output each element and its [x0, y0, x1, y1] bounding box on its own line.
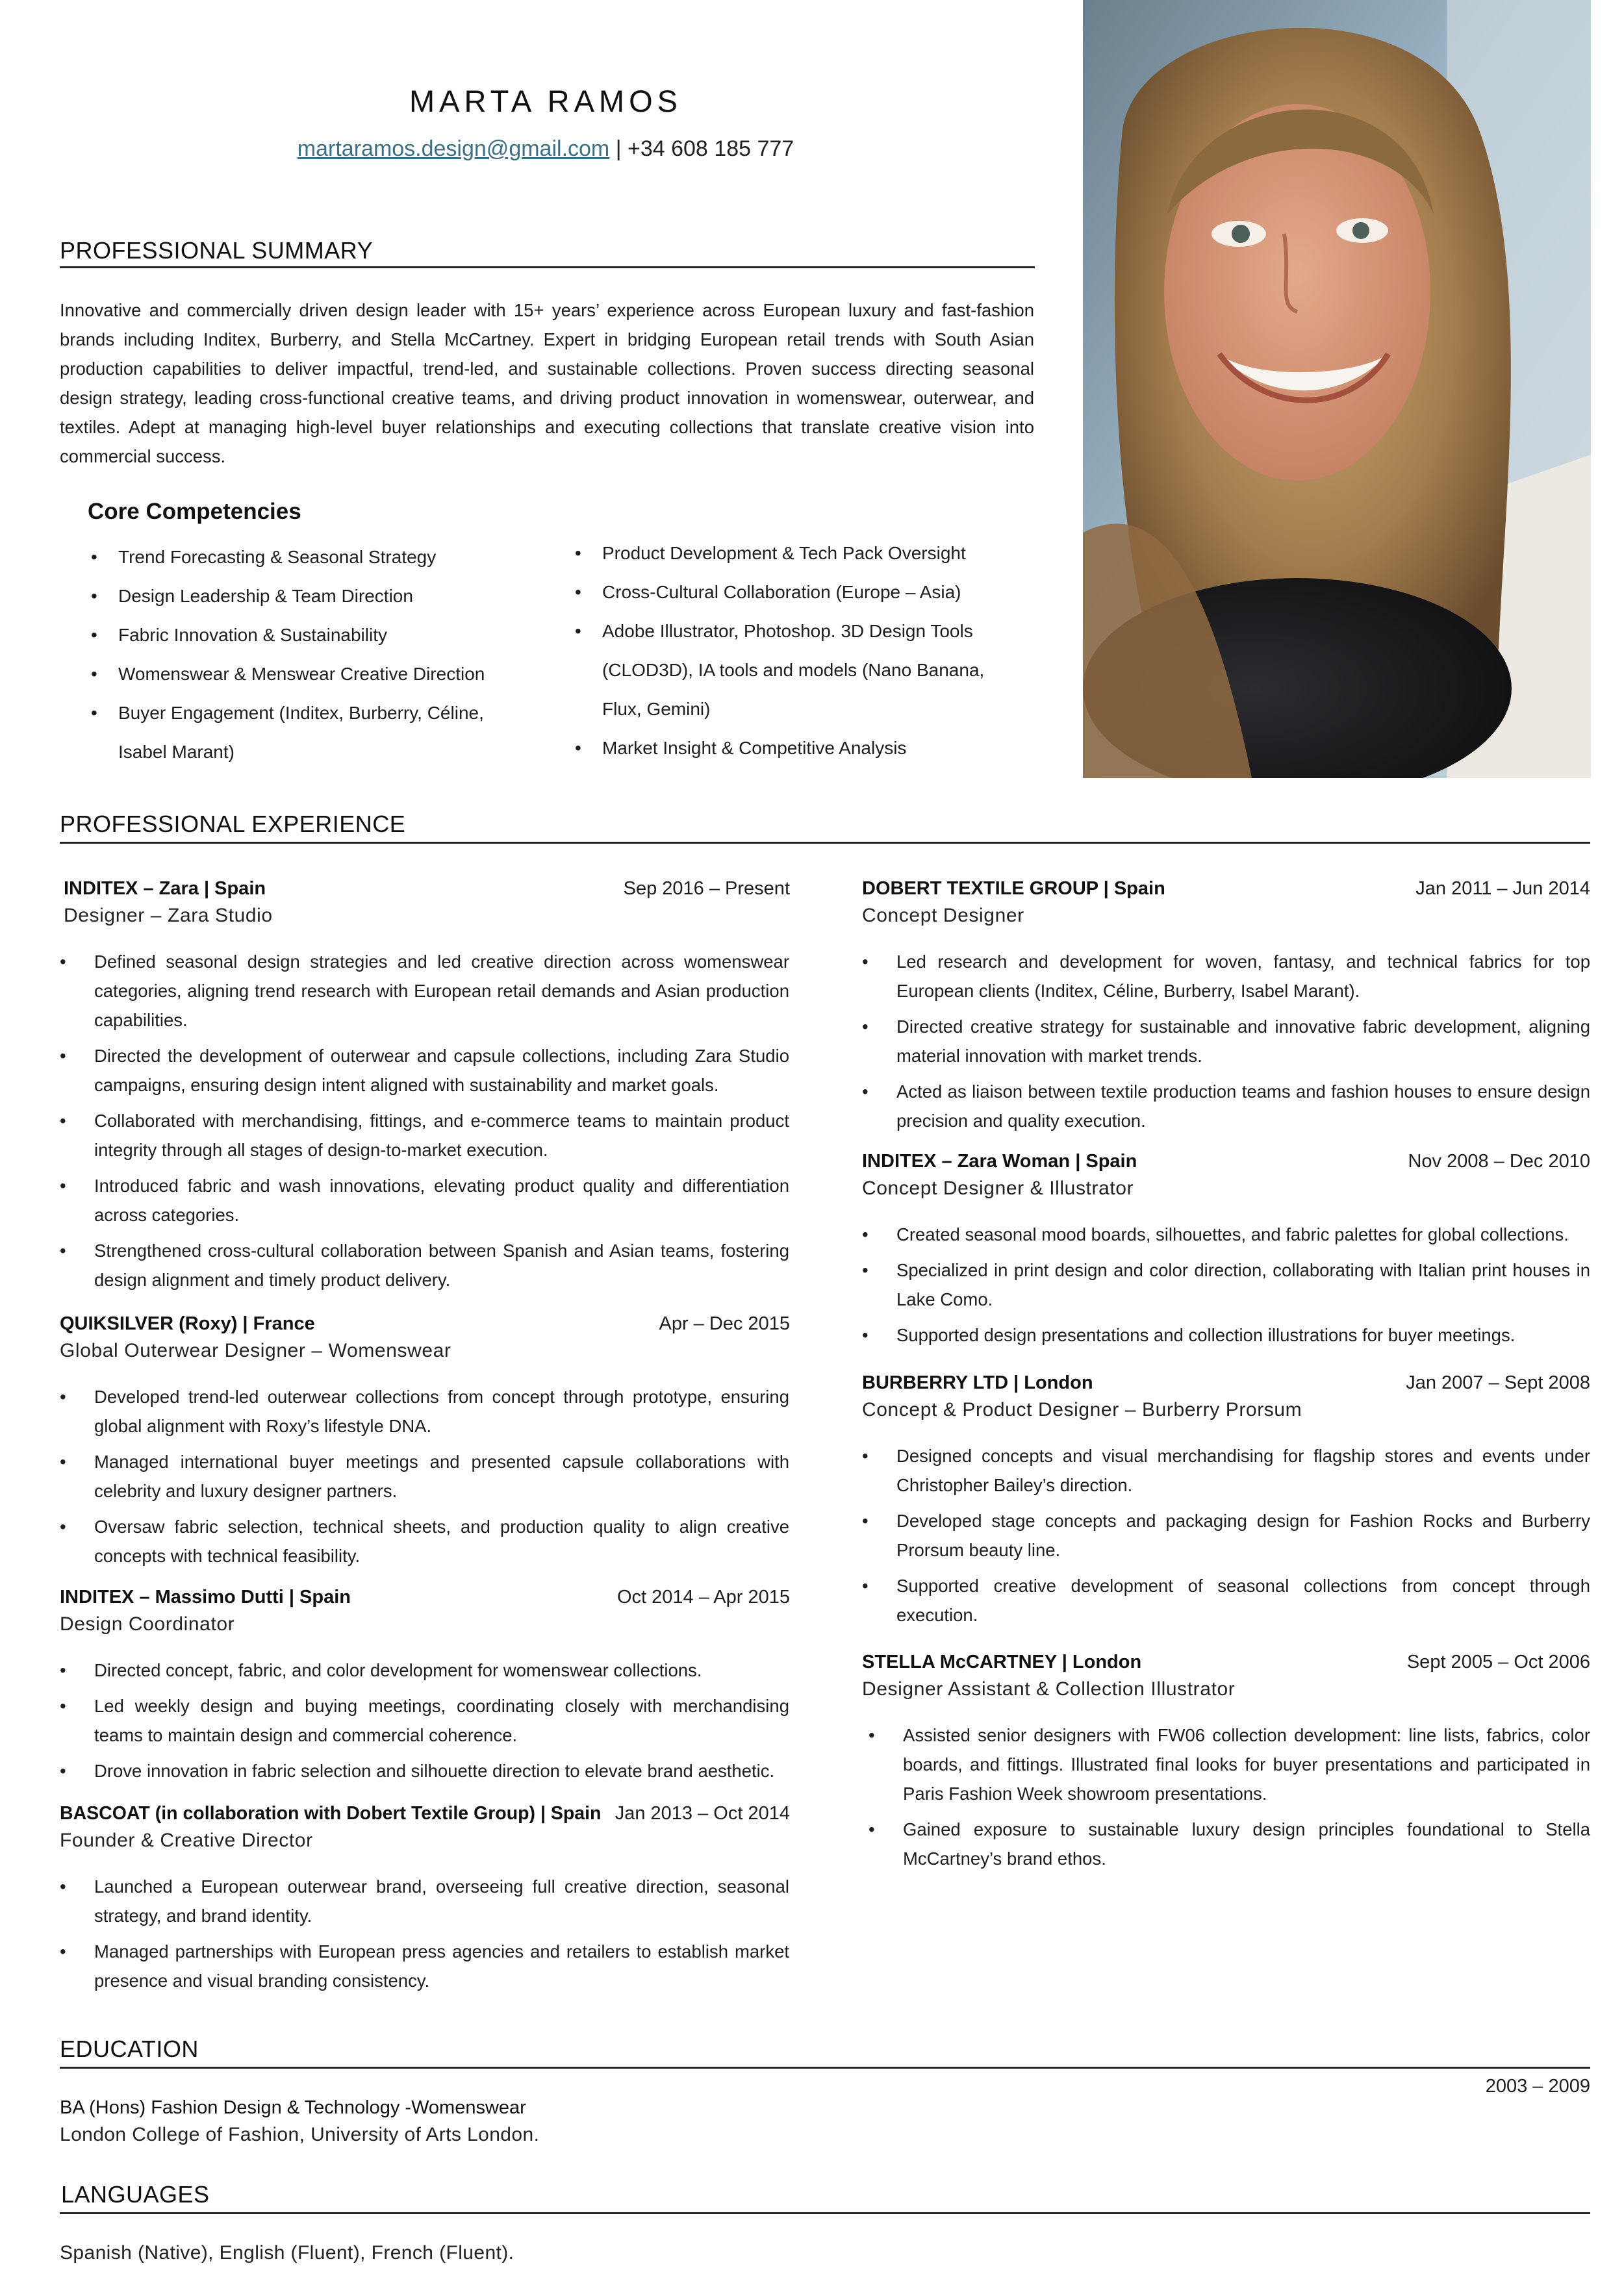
job-zara-studio	[64, 878, 790, 927]
list-item: • Directed the development of outerwear and capsule collections, including Zara Studio campaigns, ensuring design intent aligned with sustainability and market goals.	[58, 1041, 789, 1100]
education-degree: BA (Hons) Fashion Design & Technology -Womenswear	[60, 2097, 526, 2118]
list-item: • Introduced fabric and wash innovations, elevating product quality and differentiation across categories.	[58, 1171, 789, 1230]
contact-separator: |	[609, 136, 628, 161]
competencies-heading: Core Competencies	[88, 499, 301, 524]
job-stella-mccartney-bullets	[867, 1721, 1590, 1880]
job-company: BURBERRY LTD | London	[862, 1372, 1093, 1393]
list-item: • Cross-Cultural Collaboration (Europe – Asia)	[575, 573, 1004, 612]
job-zara-studio-bullets	[58, 947, 789, 1301]
list-item: • Design Leadership & Team Direction	[91, 577, 507, 616]
languages-heading: LANGUAGES	[61, 2181, 210, 2208]
job-company: BASCOAT (in collaboration with Dobert Textile Group) | Spain	[60, 1803, 602, 1824]
email-link[interactable]: martaramos.design@gmail.com	[297, 136, 610, 161]
job-role: Concept & Product Designer – Burberry Prorsum	[862, 1399, 1302, 1420]
job-dates: Jan 2013 – Oct 2014	[615, 1803, 790, 1824]
list-item: • Defined seasonal design strategies and led creative direction across womenswear categories, aligning trend research with European retail demands and Asian production capabilities.	[58, 947, 789, 1035]
list-item: • Acted as liaison between textile production teams and fashion houses to ensure design precision and quality execution.	[861, 1077, 1590, 1135]
list-item: • Managed international buyer meetings and presented capsule collaborations with celebrity and luxury designer partners.	[58, 1447, 789, 1506]
list-item: • Assisted senior designers with FW06 collection development: line lists, fabrics, color boards, and fittings. Illustrated final looks for buyer presentations and participated in Paris Fashion Week showroom presentations.	[867, 1721, 1590, 1808]
education-heading: EDUCATION	[60, 2036, 199, 2062]
summary-divider	[60, 266, 1035, 268]
job-company: INDITEX – Massimo Dutti | Spain	[60, 1587, 351, 1608]
list-item: • Strengthened cross-cultural collaboration between Spanish and Asian teams, fostering design alignment and timely product delivery.	[58, 1236, 789, 1294]
job-dates: Jan 2007 – Sept 2008	[1406, 1372, 1590, 1393]
list-item: • Drove innovation in fabric selection and silhouette direction to elevate brand aesthetic.	[58, 1756, 789, 1785]
job-dates: Jan 2011 – Jun 2014	[1415, 878, 1590, 899]
job-quiksilver-bullets	[58, 1382, 789, 1577]
experience-divider	[60, 842, 1590, 844]
list-item: • Gained exposure to sustainable luxury design principles foundational to Stella McCartney’s brand ethos.	[867, 1815, 1590, 1873]
job-company: INDITEX – Zara | Spain	[64, 878, 266, 899]
job-role: Global Outerwear Designer – Womenswear	[60, 1340, 451, 1361]
list-item: • Led weekly design and buying meetings, coordinating closely with merchandising teams to maintain design and commercial coherence.	[58, 1691, 789, 1750]
list-item: • Product Development & Tech Pack Oversight	[575, 534, 1004, 573]
list-item: • Directed creative strategy for sustainable and innovative fabric development, aligning material innovation with market trends.	[861, 1012, 1590, 1070]
languages-divider	[60, 2212, 1590, 2214]
list-item: • Buyer Engagement (Inditex, Burberry, Céline, Isabel Marant)	[91, 694, 507, 772]
summary-text: Innovative and commercially driven design leader with 15+ years’ experience across European luxury and fast-fashion brands including Inditex, Burberry, and Stella McCartney. Expert in bridging European retail trends with South Asian production capabilities to deliver impactful, trend-led, and sustainable collections. Proven success directing seasonal design strategy, leading cross-functional creative teams, and driving product innovation in womenswear, outerwear, and textiles. Adept at managing high-level buyer relationships and executing collections that translate creative vision into commercial success.	[60, 300, 1034, 466]
job-company: STELLA McCARTNEY | London	[862, 1652, 1142, 1672]
job-role: Design Coordinator	[60, 1613, 235, 1635]
job-dates: Sep 2016 – Present	[623, 878, 790, 899]
job-company: DOBERT TEXTILE GROUP | Spain	[862, 878, 1165, 899]
job-zara-woman-bullets	[861, 1220, 1590, 1356]
education-dates: 2003 – 2009	[1485, 2076, 1590, 2097]
job-dates: Oct 2014 – Apr 2015	[616, 1587, 790, 1608]
job-massimo-dutti-bullets	[58, 1656, 789, 1792]
languages-text: Spanish (Native), English (Fluent), French (Fluent).	[60, 2242, 514, 2264]
list-item: • Developed stage concepts and packaging design for Fashion Rocks and Burberry Prorsum beauty line.	[861, 1506, 1590, 1565]
job-zara-woman	[862, 1151, 1590, 1200]
job-role: Founder & Creative Director	[60, 1830, 313, 1851]
list-item: • Directed concept, fabric, and color development for womenswear collections.	[58, 1656, 789, 1685]
job-dates: Apr – Dec 2015	[659, 1313, 790, 1334]
summary-heading: PROFESSIONAL SUMMARY	[60, 237, 374, 264]
competencies-right-list	[575, 534, 1004, 768]
list-item: • Adobe Illustrator, Photoshop. 3D Design Tools (CLOD3D), IA tools and models (Nano Banana, Flux, Gemini)	[575, 612, 1004, 729]
job-burberry	[862, 1372, 1590, 1421]
list-item: • Collaborated with merchandising, fittings, and e-commerce teams to maintain product integrity through all stages of design-to-market execution.	[58, 1106, 789, 1165]
job-role: Concept Designer & Illustrator	[862, 1178, 1134, 1199]
candidate-name: MARTA RAMOS	[409, 84, 682, 118]
list-item: • Designed concepts and visual merchandising for flagship stores and events under Christopher Bailey’s direction.	[861, 1441, 1590, 1500]
job-dobert	[862, 878, 1590, 927]
list-item: • Market Insight & Competitive Analysis	[575, 729, 1004, 768]
list-item: • Womenswear & Menswear Creative Direction	[91, 655, 507, 694]
profile-photo	[1083, 0, 1591, 778]
list-item: • Managed partnerships with European press agencies and retailers to establish market presence and visual branding consistency.	[58, 1937, 789, 1995]
job-quiksilver	[60, 1313, 790, 1362]
list-item: • Supported design presentations and collection illustrations for buyer meetings.	[861, 1320, 1590, 1350]
job-role: Designer – Zara Studio	[64, 905, 273, 926]
job-dates: Sept 2005 – Oct 2006	[1406, 1652, 1590, 1672]
phone-number: +34 608 185 777	[627, 136, 794, 161]
list-item: • Oversaw fabric selection, technical sheets, and production quality to align creative concepts with technical feasibility.	[58, 1512, 789, 1571]
list-item: • Created seasonal mood boards, silhouettes, and fabric palettes for global collections.	[861, 1220, 1590, 1249]
list-item: • Developed trend-led outerwear collections from concept through prototype, ensuring global alignment with Roxy’s lifestyle DNA.	[58, 1382, 789, 1441]
job-company: QUIKSILVER (Roxy) | France	[60, 1313, 315, 1334]
profile-photo-image	[1083, 0, 1591, 778]
competencies-left-list	[91, 538, 507, 772]
job-stella-mccartney	[862, 1652, 1590, 1700]
list-item: • Supported creative development of seasonal collections from concept through execution.	[861, 1571, 1590, 1630]
list-item: • Trend Forecasting & Seasonal Strategy	[91, 538, 507, 577]
job-role: Concept Designer	[862, 905, 1024, 926]
list-item: • Specialized in print design and color direction, collaborating with Italian print houses in Lake Como.	[861, 1255, 1590, 1314]
job-role: Designer Assistant & Collection Illustrator	[862, 1678, 1236, 1700]
list-item: • Launched a European outerwear brand, overseeing full creative direction, seasonal strategy, and brand identity.	[58, 1872, 789, 1930]
job-burberry-bullets	[861, 1441, 1590, 1636]
education-divider	[60, 2067, 1590, 2069]
job-massimo-dutti	[60, 1587, 790, 1635]
job-dobert-bullets	[861, 947, 1590, 1142]
job-bascoat	[60, 1803, 790, 1852]
education-school: London College of Fashion, University of Arts London.	[60, 2124, 540, 2145]
contact-line	[58, 136, 1033, 162]
job-company: INDITEX – Zara Woman | Spain	[862, 1151, 1137, 1172]
list-item: • Led research and development for woven, fantasy, and technical fabrics for top European clients (Inditex, Céline, Burberry, Isabel Marant).	[861, 947, 1590, 1005]
list-item: • Fabric Innovation & Sustainability	[91, 616, 507, 655]
job-dates: Nov 2008 – Dec 2010	[1408, 1151, 1590, 1172]
experience-heading: PROFESSIONAL EXPERIENCE	[60, 811, 406, 837]
job-bascoat-bullets	[58, 1872, 789, 2002]
